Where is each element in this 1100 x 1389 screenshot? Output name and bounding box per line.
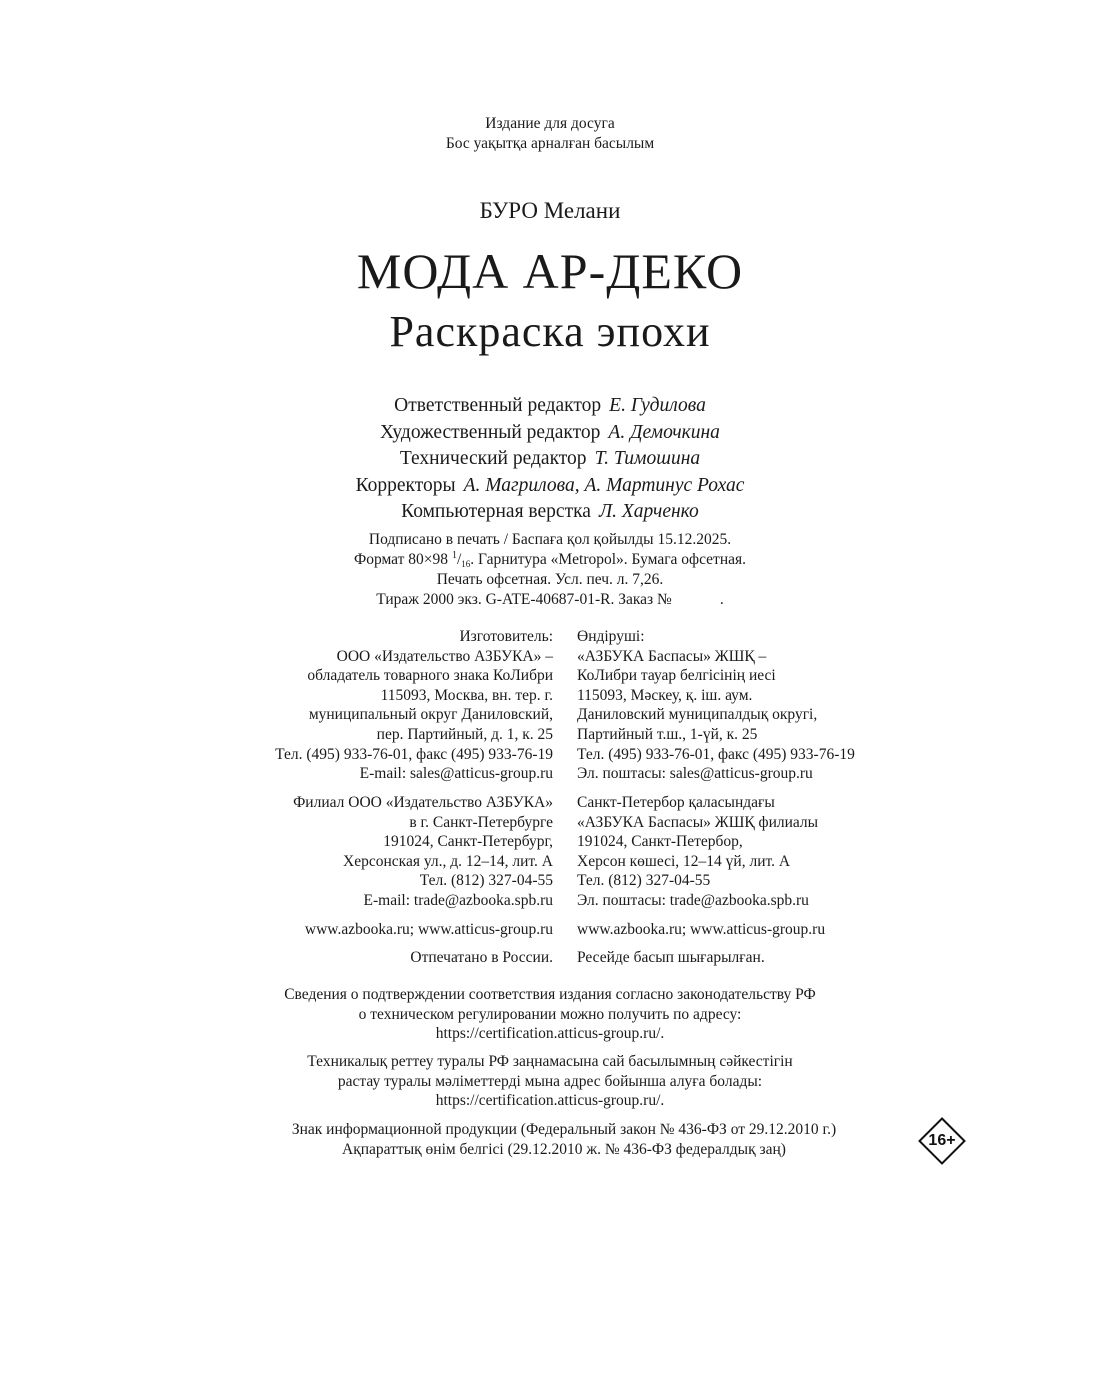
certification-line: Сведения о подтверждении соответствия издания согласно законодательству РФ: [284, 986, 816, 1003]
address-line: 115093, Москва, вн. тер. г.: [380, 686, 553, 704]
email-line: Эл. поштасы: trade@azbooka.spb.ru: [577, 891, 809, 909]
email-line: Эл. поштасы: sales@atticus-group.ru: [577, 765, 813, 783]
certification-url: https://certification.atticus-group.ru/.: [435, 1025, 665, 1042]
phone-line: Тел. (495) 933-76-01, факс (495) 933-76-19: [275, 745, 553, 763]
branch-ru: [293, 793, 553, 911]
certification-line: о техническом регулировании можно получить по адресу:: [358, 1005, 742, 1023]
credit-line: [0, 473, 1100, 500]
address-line: в г. Санкт-Петербурге: [409, 813, 553, 831]
print-run-end: .: [719, 591, 724, 608]
certification-kz: [0, 1052, 1100, 1111]
age-rating-label: 16+: [928, 1132, 956, 1149]
credit-name: А. Демочкина: [608, 421, 720, 443]
certification-ru: [0, 985, 1100, 1044]
credit-line: [0, 446, 1100, 473]
credit-line: [0, 499, 1100, 526]
book-author: БУРО Мелани: [479, 198, 621, 223]
phone-line: Тел. (812) 327-04-55: [577, 872, 711, 890]
address-line: муниципальный округ Даниловский,: [308, 706, 553, 724]
address-line: «АЗБУКА Баспасы» ЖШҚ –: [577, 647, 767, 665]
credit-role: Художественный редактор: [380, 421, 601, 443]
manufacturer-kz: [577, 627, 855, 784]
print-run-text: Тираж 2000 экз. G-ATE-40687-01-R. Заказ №: [376, 591, 672, 608]
printed-in-text: Ресейде басып шығарылған.: [577, 949, 765, 966]
certification-url: https://certification.atticus-group.ru/.: [435, 1092, 665, 1109]
edition-type-ru: Издание для досуга: [485, 115, 615, 132]
phone-line: Тел. (495) 933-76-01, факс (495) 933-76-19: [577, 745, 855, 763]
phone-line: Тел. (812) 327-04-55: [419, 872, 553, 890]
printed-in-ru: [410, 948, 553, 968]
address-line: 191024, Санкт-Петербург,: [383, 833, 553, 851]
websites-ru: [305, 920, 553, 940]
age-rating-diamond-icon: [918, 1117, 966, 1165]
address-line: Филиал ООО «Издательство АЗБУКА»: [293, 794, 553, 811]
address-line: 115093, Мәскеу, қ. іш. аум.: [577, 686, 753, 704]
address-line: 191024, Санкт-Петербор,: [577, 833, 743, 851]
print-run: [0, 590, 1100, 610]
book-title: МОДА АР-ДЕКО: [356, 243, 744, 299]
address-line: пер. Партийный, д. 1, к. 25: [376, 725, 553, 743]
website-links: www.azbooka.ru; www.atticus-group.ru: [577, 921, 826, 938]
credit-name: Т. Тимошина: [594, 448, 701, 469]
credits-list: [0, 393, 1100, 526]
format-line: Формат 80×98 $^1/_{16}$. Гарнитура «Metropol». Бумага офсетная.: [353, 550, 747, 569]
address-line: Изготовитель:: [459, 628, 553, 645]
address-line: ООО «Издательство АЗБУКА» –: [336, 647, 553, 665]
branch-kz: [577, 793, 818, 911]
address-line: КоЛибри тауар белгісінің иесі: [577, 667, 776, 685]
manufacturer-ru: [275, 627, 553, 784]
law-ru: Знак информационной продукции (Федеральный закон № 436-ФЗ от 29.12.2010 г.): [291, 1121, 837, 1138]
credit-name: Е. Гудилова: [609, 395, 706, 416]
print-details: [0, 530, 1100, 610]
credit-role: Компьютерная верстка: [401, 501, 591, 522]
address-line: Херсон көшесі, 12–14 үй, лит. А: [577, 852, 791, 870]
format-prefix: Формат 80×98: [353, 551, 449, 568]
certification-line: растау туралы мәліметтерді мына адрес бойынша алуға болады:: [337, 1072, 763, 1090]
email-line: E-mail: sales@atticus-group.ru: [359, 765, 553, 783]
websites-kz: [577, 920, 825, 940]
website-links: www.azbooka.ru; www.atticus-group.ru: [304, 921, 553, 938]
address-line: обладатель товарного знака КоЛибри: [307, 667, 553, 685]
credit-role: Корректоры: [355, 474, 456, 496]
credit-line: [0, 420, 1100, 447]
address-line: Партийный т.ш., 1-үй, к. 25: [577, 725, 758, 743]
info-product-law: [200, 1120, 928, 1160]
print-method: Печать офсетная. Усл. печ. л. 7,26.: [436, 571, 664, 588]
credit-role: Технический редактор: [399, 448, 587, 469]
edition-type-kz: Бос уақытқа арналған басылым: [445, 134, 655, 152]
printed-in-kz: [577, 948, 765, 968]
printed-in-text: Отпечатано в России.: [410, 949, 553, 966]
address-line: Херсонская ул., д. 12–14, лит. А: [343, 852, 553, 870]
address-line: Даниловский муниципалдық округі,: [577, 706, 818, 724]
credit-name: А. Магрилова, А. Мартинус Рохас: [463, 474, 745, 496]
address-line: Санкт-Петербор қаласындағы: [577, 794, 775, 811]
credit-role: Ответственный редактор: [394, 395, 602, 416]
signed-to-print: Подписано в печать / Баспаға қол қойылды 15.12.2025.: [368, 531, 732, 548]
address-line: «АЗБУКА Баспасы» ЖШҚ филиалы: [577, 813, 819, 831]
credit-line: [0, 393, 1100, 420]
law-kz: Ақпараттық өнім белгісі (29.12.2010 ж. № 436-ФЗ федералдық заң): [342, 1141, 786, 1158]
credit-name: Л. Харченко: [598, 501, 699, 522]
email-line: E-mail: trade@azbooka.spb.ru: [363, 891, 553, 909]
address-line: Өндіруші:: [577, 628, 645, 645]
format-suffix: . Гарнитура «Metropol». Бумага офсетная.: [470, 551, 747, 568]
format-numerator: 1: [451, 550, 457, 561]
edition-type: [0, 114, 1100, 153]
format-denominator: 16: [461, 559, 471, 569]
book-subtitle: Раскраска эпохи: [389, 307, 711, 356]
certification-line: Техникалық реттеу туралы РФ заңнамасына сай басылымның сәйкестігін: [307, 1053, 793, 1070]
